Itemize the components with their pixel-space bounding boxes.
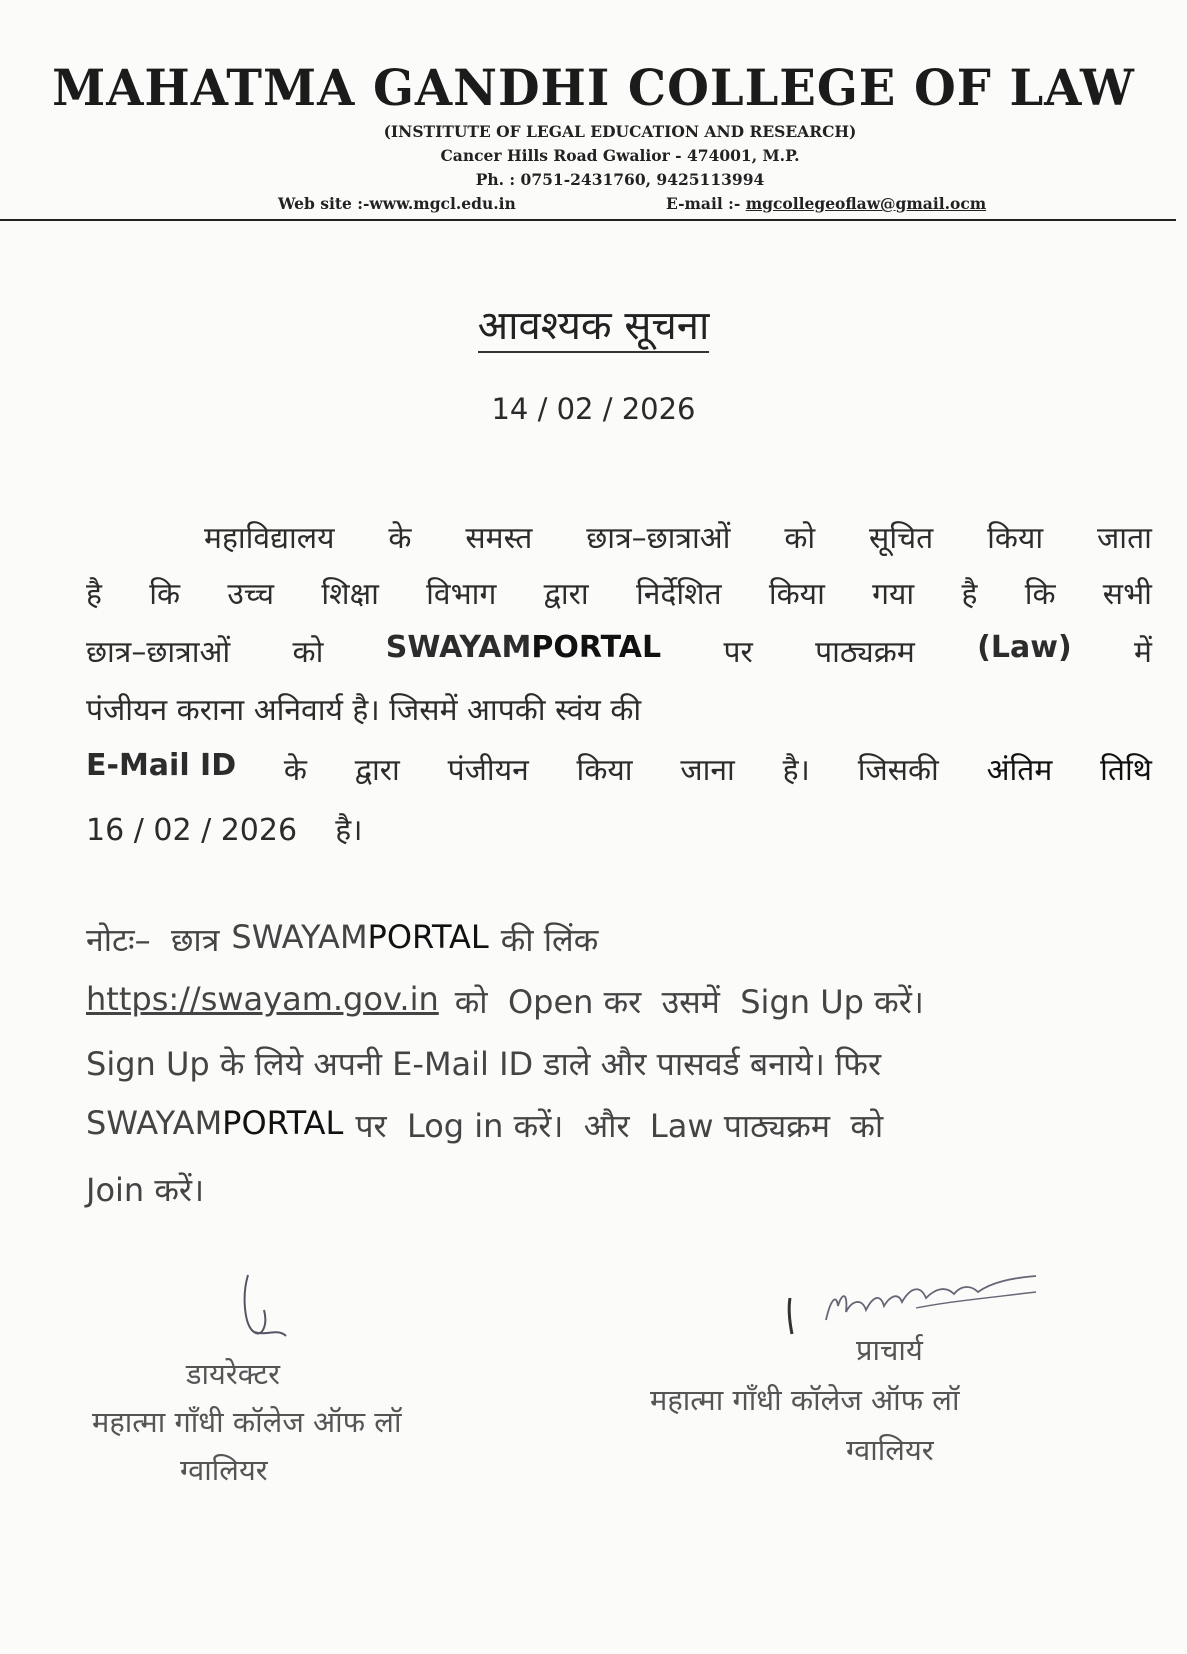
email-address: mgcollegeoflaw@gmail.ocm xyxy=(745,194,987,213)
word: तिथि xyxy=(1100,753,1152,788)
word: पर xyxy=(723,635,753,670)
notice-line-2 xyxy=(86,572,1152,613)
director-signature xyxy=(236,1270,296,1355)
college-phone: Ph. : 0751-2431760, 9425113994 xyxy=(475,170,765,189)
director-org: महात्मा गाँधी कॉलेज ऑफ लॉ xyxy=(92,1405,402,1439)
word: निर्देशित xyxy=(635,577,722,612)
note-line-3: Sign Up के लिये अपनी E-Mail ID डाले और पासवर्ड बनाये। फिर xyxy=(86,1045,882,1083)
note-swayam-portal: SWAYAMPORTAL xyxy=(86,1104,344,1142)
word: पंजीयन xyxy=(447,753,529,788)
notice-line-4: पंजीयन कराना अनिवार्य है। जिसमें आपकी स्वंय की xyxy=(86,693,642,728)
director-city: ग्वालियर xyxy=(180,1453,268,1487)
notice-heading: आवश्यक सूचना xyxy=(0,296,1187,351)
notice-line-3 xyxy=(86,630,1152,671)
note-link-text: की लिंक xyxy=(500,921,599,959)
word: शिक्षा xyxy=(321,577,379,612)
word: है xyxy=(961,577,978,612)
college-website: Web site :-www.mgcl.edu.in xyxy=(278,194,516,213)
word: के xyxy=(283,753,307,788)
word: सभी xyxy=(1102,577,1152,612)
principal-org: महात्मा गाँधी कॉलेज ऑफ लॉ xyxy=(650,1383,960,1417)
college-name: MAHATMA GANDHI COLLEGE OF LAW xyxy=(52,58,1135,117)
email-label: E-mail :- xyxy=(666,194,746,213)
swayam-link[interactable]: https://swayam.gov.in xyxy=(86,980,439,1018)
word: कि xyxy=(149,577,181,612)
director-title: डायरेक्टर xyxy=(186,1357,280,1391)
word: अंतिम xyxy=(986,753,1053,788)
word: को xyxy=(292,635,324,670)
word: जाना xyxy=(680,753,735,788)
note-line-4 xyxy=(86,1104,1152,1147)
word: किया xyxy=(576,753,633,788)
word: E-Mail ID xyxy=(86,748,237,783)
institute-subtitle: (INSTITUTE OF LEGAL EDUCATION AND RESEARCH) xyxy=(383,122,857,141)
word: को xyxy=(784,521,816,556)
word: (Law) xyxy=(977,630,1072,665)
word: महाविद्यालय xyxy=(204,521,335,556)
word: द्वारा xyxy=(354,753,400,788)
word: कि xyxy=(1024,577,1056,612)
notice-date: 14 / 02 / 2026 xyxy=(491,392,696,426)
word: पाठ्यक्रम xyxy=(815,635,915,670)
swayam-portal-text: SWAYAMPORTAL xyxy=(385,630,662,665)
word: में xyxy=(1134,635,1152,670)
word: उच्च xyxy=(227,577,275,612)
note-swayam: SWAYAMPORTAL xyxy=(231,918,489,956)
note-prefix: नोटः– छात्र xyxy=(86,921,220,959)
word: छात्र–छात्राओं xyxy=(586,521,731,556)
principal-title: प्राचार्य xyxy=(856,1333,923,1367)
word: है। xyxy=(782,753,810,788)
note-open-signup: को Open कर उसमें Sign Up करें। xyxy=(454,983,924,1021)
principal-city: ग्वालियर xyxy=(846,1433,934,1467)
word: गया xyxy=(872,577,915,612)
note-line-2 xyxy=(86,980,1152,1023)
word: विभाग xyxy=(426,577,497,612)
word: किया xyxy=(768,577,825,612)
note-line-5: Join करें। xyxy=(86,1171,205,1209)
letterhead-divider xyxy=(0,219,1176,221)
word: जिसकी xyxy=(857,753,939,788)
word: है xyxy=(86,577,102,612)
word: द्वारा xyxy=(543,577,589,612)
note-login-text: पर Log in करें। और Law पाठ्यक्रम को xyxy=(355,1107,884,1145)
word: समस्त xyxy=(465,521,533,556)
word: किया xyxy=(987,521,1044,556)
college-email-line xyxy=(666,194,986,213)
word: सूचित xyxy=(869,521,934,556)
word: जाता xyxy=(1097,521,1152,556)
note-line-1 xyxy=(86,918,1152,961)
notice-line-6: 16 / 02 / 2026 है। xyxy=(86,813,363,848)
notice-line-5 xyxy=(86,748,1152,789)
word: छात्र–छात्राओं xyxy=(86,635,231,670)
notice-line-1 xyxy=(204,516,1152,557)
word: के xyxy=(388,521,412,556)
college-address: Cancer Hills Road Gwalior - 474001, M.P. xyxy=(440,146,800,165)
